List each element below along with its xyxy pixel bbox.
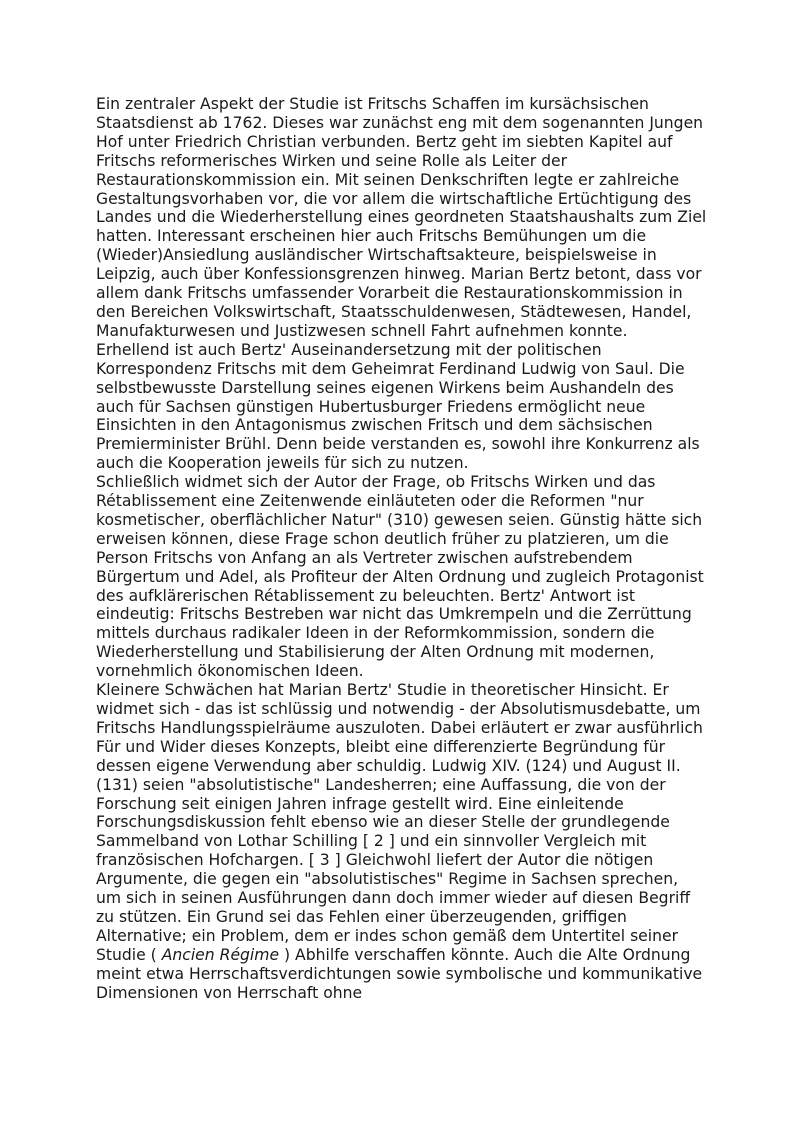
italic-title: Ancien Régime [161, 945, 280, 964]
paragraph-4-part-2: ) Abhilfe verschaffen könnte. Auch die Alte Ordnung meint etwa Herrschaftsverdichtungen sowie symbolische und kommunikative Dimensionen von Herrschaft ohne [96, 945, 703, 1002]
paragraph-4-part-1: Kleinere Schwächen hat Marian Bertz' Studie in theoretischer Hinsicht. Er widmet sich - das ist schlüssig und notwendig - der Absolutismusdebatte, um Fritschs Handlungsspielräume auszuloten. Dabei erläutert er zwar ausführlich Für und Wider dieses Konzepts, bleibt eine differenzierte Begründung für dessen eigene Verwendung aber schuldig. Ludwig XIV. (124) und August II. (131) seien "absolutistische" Landesherren; eine Auffassung, die von der Forschung seit einigen Jahren infrage gestellt wird. Eine einleitende Forschungsdiskussion fehlt ebenso wie an dieser Stelle der grundlegende Sammelband von Lothar Schilling [ 2 ] und ein sinnvoller Vergleich mit französischen Hofchargen. [ 3 ] Gleichwohl liefert der Autor die nötigen Argumente, die gegen ein "absolutistisches" Regime in Sachsen sprechen, um sich in seinen Ausführungen dann doch immer wieder auf diesen Begriff zu stützen. Ein Grund sei das Fehlen einer überzeugenden, griffigen Alternative; ein Problem, dem er indes schon gemäß dem Untertitel seiner Studie ( [96, 681, 703, 964]
paragraph-2: Erhellend ist auch Bertz' Auseinandersetzung mit der politischen Korrespondenz Fritschs mit dem Geheimrat Ferdinand Ludwig von Saul. Die selbstbewusste Darstellung seines eigenen Wirkens beim Aushandeln des auch für Sachsen günstigen Hubertusburger Friedens ermöglicht neue Einsichten in den Antagonismus zwischen Fritsch und dem sächsischen Premierminister Brühl. Denn beide verstanden es, sowohl ihre Konkurrenz als auch die Kooperation jeweils für sich zu nutzen. [96, 340, 700, 473]
paragraph-4 [96, 681, 708, 1002]
paragraph-3: Schließlich widmet sich der Autor der Frage, ob Fritschs Wirken und das Rétablissement eine Zeitenwende einläuteten oder die Reformen "nur kosmetischer, oberflächlicher Natur" (310) gewesen seien. Günstig hätte sich erweisen können, diese Frage schon deutlich früher zu platzieren, um die Person Fritschs von Anfang an als Vertreter zwischen aufstrebendem Bürgertum und Adel, als Profiteur der Alten Ordnung und zugleich Protagonist des aufklärerischen Rétablissement zu beleuchten. Bertz' Antwort ist eindeutig: Fritschs Bestreben war nicht das Umkrempeln und die Zerrüttung mittels durchaus radikaler Ideen in der Reformkommission, sondern die Wiederherstellung und Stabilisierung der Alten Ordnung mit modernen, vornehmlich ökonomischen Ideen. [96, 473, 704, 681]
paragraph-1: Ein zentraler Aspekt der Studie ist Fritschs Schaffen im kursächsischen Staatsdienst ab 1762. Dieses war zunächst eng mit dem sogenannten Jungen Hof unter Friedrich Christian verbunden. Bertz geht im siebten Kapitel auf Fritschs reformerisches Wirken und seine Rolle als Leiter der Restaurationskommission ein. Mit seinen Denkschriften legte er zahlreiche Gestaltungsvorhaben vor, die vor allem die wirtschaftliche Ertüchtigung des Landes und die Wiederherstellung eines geordneten Staatshaushalts zum Ziel hatten. Interessant erscheinen hier auch Fritschs Bemühungen um die (Wieder)Ansiedlung ausländischer Wirtschaftsakteure, beispielsweise in Leipzig, auch über Konfessionsgrenzen hinweg. Marian Bertz betont, dass vor allem dank Fritschs umfassender Vorarbeit die Restaurationskommission in den Bereichen Volkswirtschaft, Staatsschuldenwesen, Städtewesen, Handel, Manufakturwesen und Justizwesen schnell Fahrt aufnehmen konnte. [96, 95, 707, 340]
document-page [96, 95, 708, 1003]
